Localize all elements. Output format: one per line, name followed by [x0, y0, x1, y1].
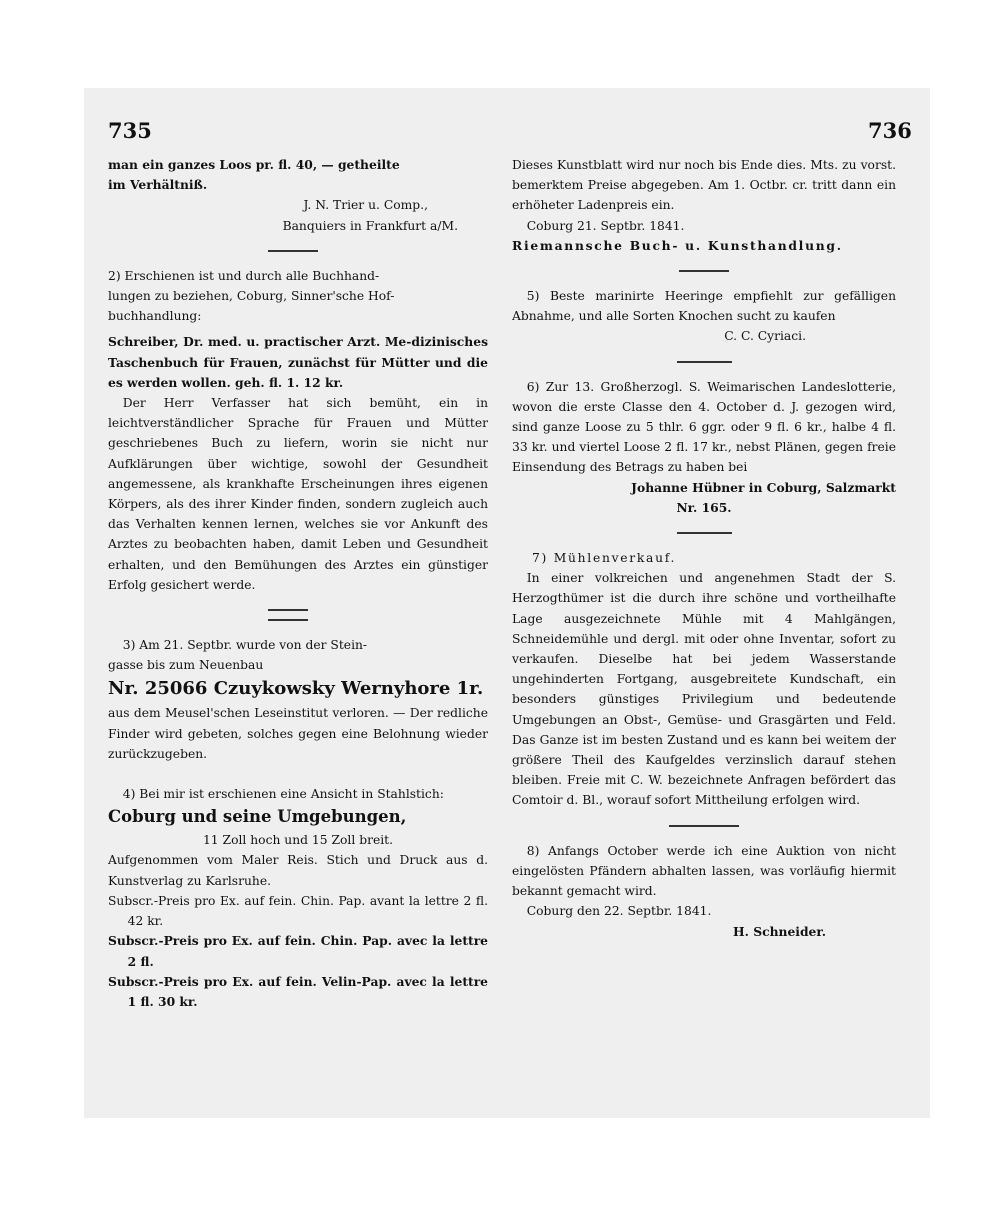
ad5-signature: C. C. Cyriaci.: [724, 329, 806, 344]
divider: [677, 532, 732, 534]
divider: [677, 361, 732, 363]
ad4-description: Aufgenommen vom Maler Reis. Stich und Druck aus d. Kunstverlag zu Karlsruhe.: [108, 853, 488, 888]
intro-line-2: im Verhältniß.: [108, 177, 208, 193]
divider: [268, 609, 308, 611]
ad4-price-3: Subscr.-Preis pro Ex. auf fein. Velin-Pap. avec la lettre 1 fl. 30 kr.: [108, 973, 488, 1009]
page-number-right: 736: [868, 118, 912, 143]
ad4-title: Coburg und seine Umgebungen,: [108, 807, 407, 827]
ad8-text: 8) Anfangs October werde ich eine Auktion von nicht eingelösten Pfändern abhalten lassen, was vorläufig hiermit bekannt gemacht wird.: [512, 843, 896, 899]
ad2-line-3: buchhandlung:: [108, 309, 202, 324]
intro-signature-1: J. N. Trier u. Comp.,: [303, 198, 428, 213]
page-number-left: 735: [108, 118, 152, 143]
ad6-signature-1: Johanne Hübner in Coburg, Salzmarkt: [631, 479, 896, 495]
ad5-text: 5) Beste marinirte Heeringe empfiehlt zur gefälligen Abnahme, und alle Sorten Knochen sucht zu kaufen: [512, 289, 896, 324]
ad3-line-1: 3) Am 21. Septbr. wurde von der Stein-: [122, 638, 368, 653]
continuation-signature: Riemannsche Buch- u. Kunsthandlung.: [512, 237, 843, 253]
ad3-ticket-number: Nr. 25066 Czuykowsky Wernyhore 1r.: [108, 678, 484, 700]
divider: [268, 250, 318, 252]
ad7-text: In einer volkreichen und angenehmen Stadt der S. Herzogthümer ist die durch ihre schöne und vortheilhafte Lage ausgezeichnete Mühle mit 4 Mahlgängen, Schneidemühle und dergl. mit oder ohne Inventar, sofort zu verkaufen. Dieselbe hat bei jedem Wasserstande ungehinderten Fortgang, ausgebreitete Kundschaft, ein besonders günstiges Privilegium und bedeutende Umgebungen an Obst-, Gemüse- und Grasgärten und Feld. Das Ganze ist im besten Zustand und es kann bei weitem der größere Theil des Kaufgeldes verzinslich darauf stehen bleiben. Freie mit C. W. bezeichnete Anfragen befördert das Comtoir d. Bl., worauf sofort Mittheilung erfolgen wird.: [512, 571, 896, 808]
continuation-text: Dieses Kunstblatt wird nur noch bis Ende dies. Mts. zu vorst. bemerktem Preise abgegeben. Am 1. Octbr. cr. tritt dann ein erhöheter Ladenpreis ein.: [512, 158, 896, 213]
ad2-description: Der Herr Verfasser hat sich bemüht, ein in leichtverständlicher Sprache für Frauen und Mütter geschriebenes Buch zu liefern, worin sie nicht nur Aufklärungen über wichtige, sowohl der Gesundheit angemessene, als krankhafte Erscheinungen ihres eigenen Körpers, als des ihrer Kinder finden, sondern zugleich auch das Verhalten kennen lernen, welches sie vor Ankunft des Arztes zu beobachten haben, damit Leben und Gesundheit erhalten, und den Bemühungen des Arztes ein günstiger Erfolg gesichert werde.: [108, 396, 488, 592]
ad6-signature-2: Nr. 165.: [676, 499, 732, 515]
ad3-description: aus dem Meusel'schen Leseinstitut verloren. — Der redliche Finder wird gebeten, solches gegen eine Belohnung wieder zurückzugeben.: [108, 706, 488, 761]
ad8-date: Coburg den 22. Septbr. 1841.: [526, 904, 712, 919]
ad2-line-2: lungen zu beziehen, Coburg, Sinner'sche Hof-: [108, 289, 395, 304]
intro-line-1: man ein ganzes Loos pr. fl. 40, — getheilte: [108, 157, 400, 172]
left-column: [108, 155, 488, 1012]
ad2-line-1: 2) Erschienen ist und durch alle Buchhand-: [108, 268, 380, 283]
ad8-signature: H. Schneider.: [733, 923, 826, 939]
ad2-book-title: Schreiber, Dr. med. u. practischer Arzt. Me-dizinisches Taschenbuch für Frauen, zunächst für Mütter und die es werden wollen. geh. fl. 1. 12 kr.: [108, 334, 488, 390]
ad4-size: 11 Zoll hoch und 15 Zoll breit.: [202, 833, 394, 848]
intro-signature-2: Banquiers in Frankfurt a/M.: [282, 218, 458, 233]
divider: [669, 825, 739, 827]
divider: [268, 619, 308, 621]
continuation-date: Coburg 21. Septbr. 1841.: [526, 218, 685, 233]
ad4-price-1: Subscr.-Preis pro Ex. auf fein. Chin. Pap. avant la lettre 2 fl. 42 kr.: [108, 893, 488, 929]
ad6-text: 6) Zur 13. Großherzogl. S. Weimarischen Landeslotterie, wovon die erste Classe den 4. October d. J. gezogen wird, sind ganze Loose zu 5 thlr. 6 ggr. oder 9 fl. 6 kr., halbe 4 fl. 33 kr. und viertel Loose 2 fl. 17 kr., nebst Plänen, gegen freie Einsendung des Betrags zu haben bei: [512, 379, 896, 475]
ad4-price-2: Subscr.-Preis pro Ex. auf fein. Chin. Pap. avec la lettre 2 fl.: [108, 933, 488, 969]
divider: [679, 270, 729, 272]
ad3-line-2: gasse bis zum Neuenbau: [108, 658, 264, 673]
ad4-intro: 4) Bei mir ist erschienen eine Ansicht in Stahlstich:: [122, 787, 444, 802]
right-column: [512, 155, 896, 942]
ad7-heading: 7) Mühlenverkauf.: [532, 551, 677, 566]
